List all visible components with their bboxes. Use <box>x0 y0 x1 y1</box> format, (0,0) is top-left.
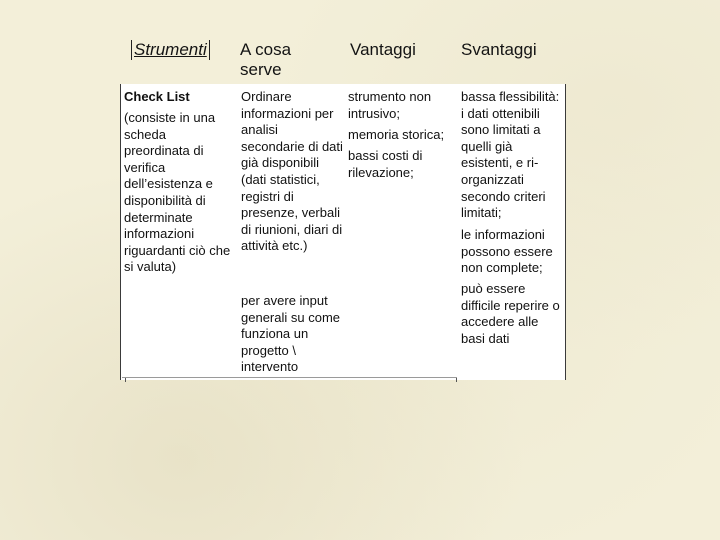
svantaggio-1: bassa flessibilità: i dati ottenibili sono limitati a quelli già esistenti, e ri-organizzati secondo criteri limitati; <box>461 89 560 221</box>
header-svantaggi: Svantaggi <box>461 40 537 59</box>
header-vantaggi: Vantaggi <box>350 40 416 59</box>
strumento-description: (consiste in una scheda preordinata di verifica dell’esistenza e disponibilità di determinate informazioni riguardanti ciò che si valuta) <box>124 110 231 275</box>
vantaggio-1: strumento non intrusivo; <box>348 89 432 121</box>
header-strumenti: Strumenti <box>131 40 210 60</box>
svantaggio-3: può essere difficile reperire o accedere alle basi dati <box>461 281 560 346</box>
table-bottom-rule <box>122 377 457 378</box>
header-a-cosa-serve: A cosa serve <box>240 40 292 79</box>
vantaggio-2: memoria storica; <box>348 127 445 142</box>
vantaggio-3: bassi costi di rilevazione; <box>348 148 423 180</box>
a-cosa-serve-text-1: Ordinare informazioni per analisi secondarie di dati già disponibili (dati statistici, registri di presenze, verbali di riunioni, diari di attività etc.) <box>241 89 343 254</box>
column-divider <box>125 378 126 382</box>
a-cosa-serve-text-2: per avere input generali su come funziona un progetto \ intervento <box>241 293 340 375</box>
strumento-title: Check List <box>124 89 190 104</box>
column-divider <box>456 378 457 382</box>
svantaggio-2: le informazioni possono essere non complete; <box>461 227 553 276</box>
